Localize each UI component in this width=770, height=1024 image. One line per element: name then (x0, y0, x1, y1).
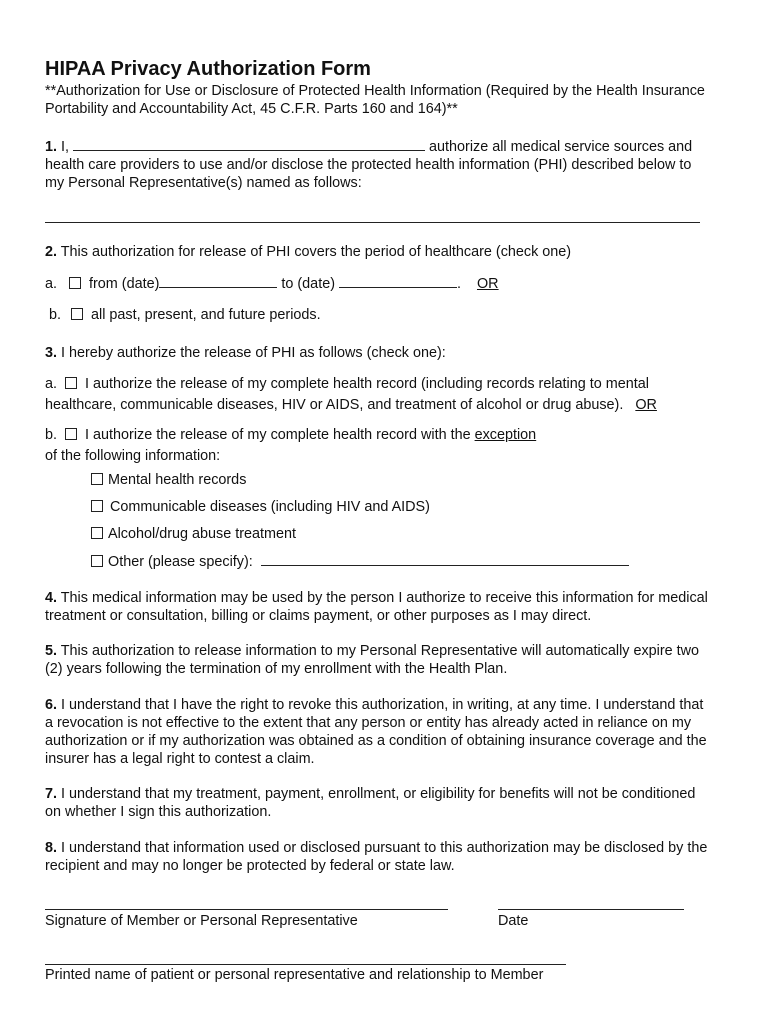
or-connector: OR (476, 276, 499, 292)
date-field[interactable] (498, 909, 684, 910)
s3-option-b-text2: of the following information: (45, 448, 221, 464)
section-2-heading (45, 243, 571, 261)
section-2-text: This authorization for release of PHI covers the period of healthcare (check one) (60, 244, 572, 260)
from-date-field[interactable] (159, 273, 277, 288)
section-3-heading (45, 344, 446, 362)
alcohol-drug-checkbox[interactable] (91, 527, 103, 539)
release-option-a-checkbox[interactable] (65, 377, 77, 389)
s3-option-b-text: I authorize the release of my complete health record with the (85, 427, 471, 443)
section-4-number: 4. (45, 590, 58, 606)
section-7-text: I understand that my treatment, payment, enrollment, or eligibility for benefits will not be conditioned on whether I sign this authorization. (45, 786, 696, 820)
section-1 (45, 136, 713, 192)
section-8 (45, 839, 715, 875)
section-5-text: This authorization to release information to my Personal Representative will automatically expire two (2) years following the termination of my enrollment with the Health Plan. (45, 643, 700, 677)
communicable-diseases-checkbox[interactable] (91, 500, 103, 512)
section-4-text: This medical information may be used by the person I authorize to receive this information for medical treatment or consultation, billing or claims payment, or other purposes as I may direct. (45, 590, 708, 624)
other-checkbox[interactable] (91, 555, 103, 567)
section-3-option-b (45, 425, 715, 467)
section-3-text: I hereby authorize the release of PHI as follows (check one): (61, 345, 446, 361)
mental-health-label: Mental health records (108, 472, 247, 488)
section-6 (45, 696, 715, 768)
exception-item-communicable (91, 498, 430, 516)
section-6-text: I understand that I have the right to revoke this authorization, in writing, at any time. I understand that a revocation is not effective to the extent that any person or entity has already acted in reliance on my authorization or if my authorization was obtained as a condition of obtaining insurance coverage and the insurer has a legal right to contest a claim. (45, 697, 707, 767)
section-1-text: authorize all medical service sources and health care providers to use and/or disclose the protected health information (PHI) described below to my Personal Representative(s) named as follows: (45, 139, 693, 191)
other-specify-field[interactable] (261, 551, 629, 566)
member-signature-field[interactable] (45, 909, 448, 910)
alcohol-drug-label: Alcohol/drug abuse treatment (108, 526, 296, 542)
mental-health-checkbox[interactable] (91, 473, 103, 485)
date-label: Date (498, 913, 529, 929)
exception-text: exception (474, 427, 537, 443)
personal-representative-field[interactable] (45, 222, 700, 223)
printed-name-label: Printed name of patient or personal representative and relationship to Member (45, 967, 544, 983)
other-label: Other (please specify): (108, 554, 253, 570)
option-a-label: a. (45, 276, 58, 292)
option-b-label: b. (49, 307, 62, 323)
section-2-option-b (49, 306, 321, 324)
section-7-number: 7. (45, 786, 58, 802)
from-date-label: from (date) (89, 276, 160, 292)
period-option-b-checkbox[interactable] (71, 308, 83, 320)
s3-option-b-label: b. (45, 427, 58, 443)
release-option-b-checkbox[interactable] (65, 428, 77, 440)
section-7 (45, 785, 705, 821)
section-8-number: 8. (45, 840, 58, 856)
section-2-option-a (45, 273, 499, 293)
section-8-text: I understand that information used or disclosed pursuant to this authorization may be disclosed by the recipient and may no longer be protected by federal or state law. (45, 840, 708, 874)
printed-name-field[interactable] (45, 964, 566, 965)
section-5 (45, 642, 715, 678)
period-dot: . (456, 276, 461, 292)
section-1-prefix: I, (61, 139, 70, 155)
section-3-number: 3. (45, 345, 58, 361)
section-2-number: 2. (45, 244, 58, 260)
s3-option-a-label: a. (45, 376, 58, 392)
form-subtitle: **Authorization for Use or Disclosure of Protected Health Information (Required by the Health Insurance Portability and Accountability Act, 45 C.F.R. Parts 160 and 164)** (45, 83, 705, 117)
member-name-field[interactable] (73, 136, 425, 151)
section-3-option-a (45, 374, 715, 416)
form-title: HIPAA Privacy Authorization Form (45, 58, 371, 80)
exception-item-mental (91, 471, 246, 489)
exception-item-alcohol (91, 525, 296, 543)
section-6-number: 6. (45, 697, 58, 713)
option-b-text: all past, present, and future periods. (91, 307, 321, 323)
section-1-number: 1. (45, 139, 58, 155)
exception-item-other (91, 551, 629, 571)
section-4 (45, 589, 715, 625)
member-signature-label: Signature of Member or Personal Representative (45, 913, 358, 929)
to-date-label: to (date) (281, 276, 335, 292)
period-option-a-checkbox[interactable] (69, 277, 81, 289)
s3-option-a-text: I authorize the release of my complete health record (including records relating to mental healthcare, communicable diseases, HIV or AIDS, and treatment of alcohol or drug abuse). (45, 376, 649, 413)
s3-or-connector: OR (635, 397, 657, 413)
communicable-diseases-label: Communicable diseases (including HIV and AIDS) (110, 499, 430, 515)
section-5-number: 5. (45, 643, 58, 659)
to-date-field[interactable] (339, 273, 457, 288)
